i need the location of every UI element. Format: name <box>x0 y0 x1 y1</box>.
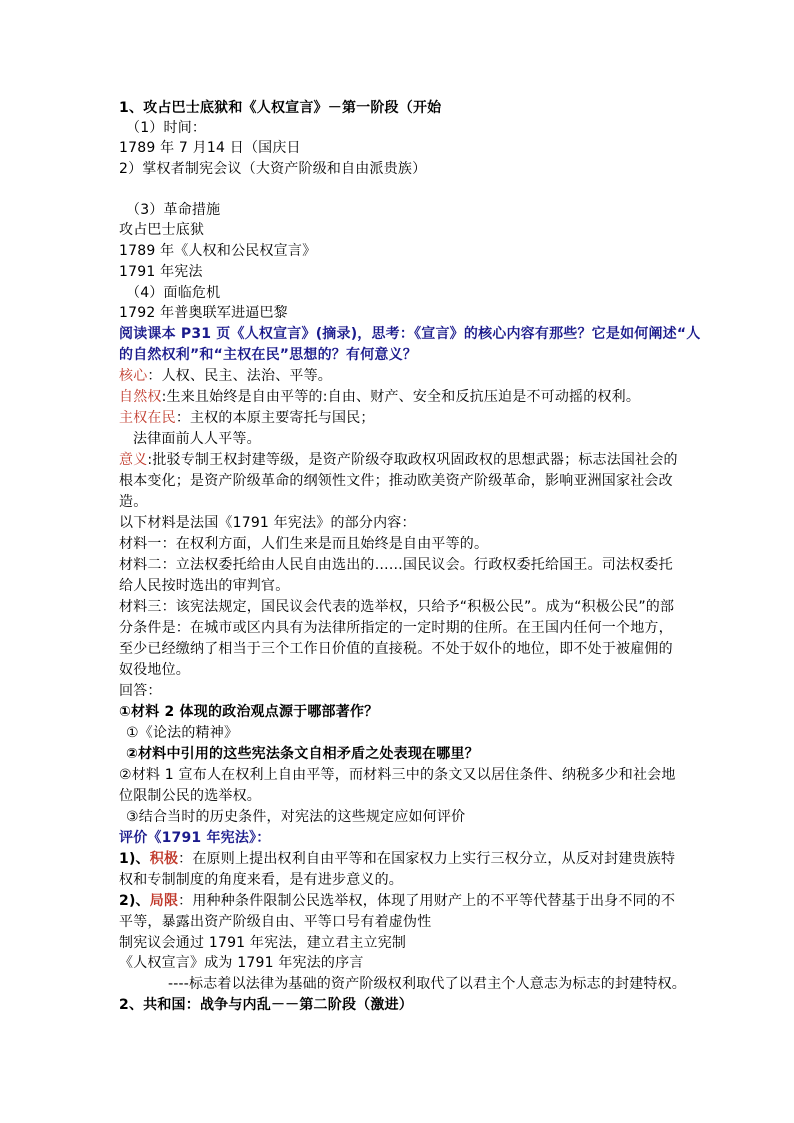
meaning-text: 批驳专制王权封建等级，是资产阶级夺取政权巩固政权的思想武器；标志法国社会的 <box>152 452 678 468</box>
evaluation-heading: 评价《1791 年宪法》： <box>119 830 271 846</box>
text-line: 法律面前人人平等。 <box>133 431 261 447</box>
text-line: ----标志着以法律为基础的资产阶级权利取代了以君主个人意志为标志的封建特权。 <box>168 976 687 992</box>
text-line: 材料一：在权利方面，人们生来是而且始终是自由平等的。 <box>119 536 489 552</box>
text-line: （4）面临危机 <box>126 285 221 301</box>
text-line: ②材料 1 宣布人在权利上自由平等，而材料三中的条文又以居住条件、纳税多少和社会地 <box>119 767 676 783</box>
text-line: 奴役地位。 <box>119 662 190 678</box>
text-line: 至少已经缴纳了相当于三个工作日价值的直接税。不处于奴仆的地位，即不处于被雇佣的 <box>119 641 673 657</box>
text-line: 1789 年《人权和公民权宣言》 <box>119 243 317 259</box>
text-line: 攻占巴士底狱 <box>119 222 205 238</box>
question-line: ①材料 2 体现的政治观点源于哪部著作？ <box>119 704 379 720</box>
section-heading-1: 1、攻占巴士底狱和《人权宣言》－第一阶段（开始 <box>119 100 442 116</box>
section-heading-2: 2、共和国：战争与内乱－－第二阶段（激进） <box>119 997 413 1013</box>
text-line: 分条件是：在城市或区内具有为法律所指定的一定时期的住所。在王国内任何一个地方， <box>119 620 673 636</box>
positive-text: ：在原则上提出权利自由平等和在国家权力上实行三权分立，从反对封建贵族特 <box>178 851 676 867</box>
text-line: 权和专制制度的角度来看，是有进步意义的。 <box>119 872 403 888</box>
text-line: 位限制公民的选举权。 <box>119 788 261 804</box>
limitation-prefix: 2)、 <box>119 893 150 909</box>
text-line: 2）掌权者制宪会议（大资产阶级和自由派贵族） <box>119 161 427 177</box>
reading-question: 阅读课本 P31 页《人权宣言》(摘录)，思考：《宣言》的核心内容有那些？它是如何阐述“人 <box>119 326 701 342</box>
natural-rights-line: 自然权:生来且始终是自由平等的:自由、财产、安全和反抗压迫是不可动摇的权利。 <box>119 389 641 405</box>
text-line: 回答： <box>119 683 162 699</box>
positive-line <box>119 849 675 869</box>
text-line: 制宪议会通过 1791 年宪法，建立君主立宪制 <box>119 935 407 951</box>
positive-label: 积极 <box>149 851 179 867</box>
text-line: （1）时间： <box>126 120 207 136</box>
meaning-line: 意义:批驳专制王权封建等级，是资产阶级夺取政权巩固政权的思想武器；标志法国社会的 <box>119 452 678 468</box>
text-line: 1792 年普奥联军进逼巴黎 <box>119 305 288 321</box>
text-line: ①《论法的精神》 <box>126 725 239 741</box>
core-text: 人权、民主、法治、平等。 <box>161 368 333 384</box>
text-line: 以下材料是法国《1791 年宪法》的部分内容： <box>119 515 416 531</box>
sovereignty-line: 主权在民：主权的本原主要寄托与国民； <box>119 410 375 426</box>
text-line: 材料二：立法权委托给由人民自由选出的……国民议会。行政权委托给国王。司法权委托 <box>119 557 673 573</box>
natural-rights-text: 生来且始终是自由平等的:自由、财产、安全和反抗压迫是不可动摇的权利。 <box>166 389 641 405</box>
text-line: 根本变化；是资产阶级革命的纲领性文件；推动欧美资产阶级革命，影响亚洲国家社会改 <box>119 473 673 489</box>
text-line: 材料三：该宪法规定，国民议会代表的选举权，只给予“积极公民”。成为“积极公民”的部 <box>119 599 675 615</box>
natural-rights-label: 自然权 <box>119 389 162 405</box>
core-label: 核心 <box>119 368 148 384</box>
question-line: ②材料中引用的这些宪法条文自相矛盾之处表现在哪里？ <box>126 746 479 762</box>
limitation-line <box>119 891 675 911</box>
sovereignty-text: 主权的本原主要寄托与国民； <box>190 410 375 426</box>
sovereignty-label: 主权在民 <box>119 410 176 426</box>
text-line: 造。 <box>119 494 148 510</box>
positive-prefix: 1)、 <box>119 851 150 867</box>
text-line: 《人权宣言》成为 1791 年宪法的序言 <box>119 955 364 971</box>
text-line: 1791 年宪法 <box>119 264 203 280</box>
core-line: 核心：人权、民主、法治、平等。 <box>119 368 333 384</box>
limitation-label: 局限 <box>149 893 179 909</box>
text-line: ③结合当时的历史条件，对宪法的这些规定应如何评价 <box>126 809 466 825</box>
text-line: （3）革命措施 <box>126 202 221 218</box>
limitation-text: ：用种种条件限制公民选举权，体现了用财产上的不平等代替基于出身不同的不 <box>178 893 676 909</box>
reading-question: 的自然权利”和“主权在民”思想的？有何意义？ <box>119 347 418 363</box>
text-line: 1789 年 7 月14 日（国庆日 <box>119 140 301 156</box>
text-line: 平等，暴露出资产阶级自由、平等口号有着虚伪性 <box>119 914 432 930</box>
text-line: 给人民按时选出的审判官。 <box>119 578 290 594</box>
meaning-label: 意义 <box>119 452 148 468</box>
